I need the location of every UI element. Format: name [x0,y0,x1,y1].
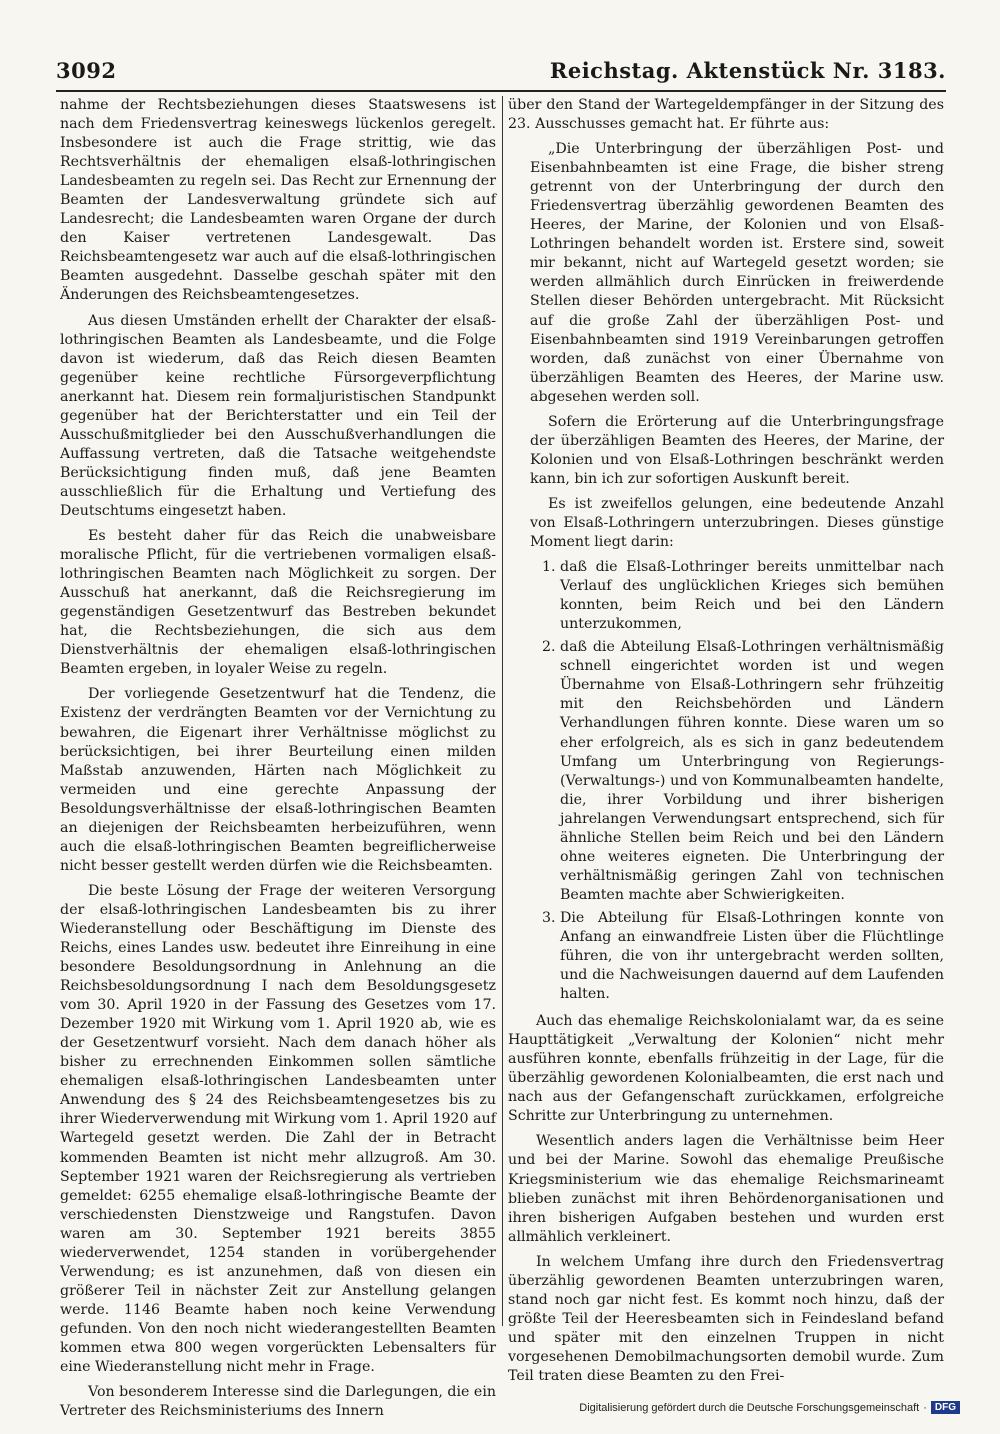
paragraph: In welchem Umfang ihre durch den Friedensvertrag überzählig gewordenen Beamten unterzubringen waren, stand noch gar nicht fest. Es kommt noch hinzu, daß der größte Teil der Heeresbeamten sich in Feindesland befand und später mit den einzelnen Truppen in nicht vorgesehenen Demobilmachungsorten demobil wurde. Zum Teil traten diese Beamten zu den Frei- [508,1253,944,1384]
quote-paragraph: Sofern die Erörterung auf die Unterbringungsfrage der überzähligen Beamten des Heeres, der Marine, der Kolonien und von Elsaß-Lothringen beschränkt werden kann, bin ich zur sofortigen Auskunft bereit. [530,413,944,487]
list-item: 1. daß die Elsaß-Lothringer bereits unmittelbar nach Verlauf des unglücklichen Krieges sich bemühen konnten, beim Reich und bei den Ländern unterzukommen, [560,558,944,634]
right-column [508,96,944,1384]
left-column [60,96,496,1420]
running-title: Reichstag. Aktenstück Nr. 3183. [549,58,946,83]
numbered-list [508,558,944,1004]
paragraph: Es besteht daher für das Reich die unabweisbare moralische Pflicht, für die vertriebenen vormaligen elsaß-lothringischen Beamten nach Möglichkeit zu sorgen. Der Ausschuß hat anerkannt, daß die Reichsregierung im gegenständigen Gesetzentwurf das Bestreben bekundet hat, die Rechtsbeziehungen, die sich aus dem Dienstverhältnis der ehemaligen elsaß-lothringischen Beamten ergeben, in loyaler Weise zu regeln. [60,528,496,678]
column-divider [502,96,503,1326]
dfg-logo: DFG [931,1401,960,1414]
paragraph: über den Stand der Wartegeldempfänger in der Sitzung des 23. Ausschusses gemacht hat. Er führte aus: [508,97,944,133]
paragraph: Die beste Lösung der Frage der weiteren Versorgung der elsaß-lothringischen Landesbeamten bis zu ihrer Wiederanstellung oder Beschäftigung im Dienste des Reichs, eines Landes usw. bedeutet ihre Einreihung in eine besondere Besoldungsordnung in Anlehnung an die Reichsbesoldungsordnung I nach dem Besoldungsgesetz vom 30. April 1920 in der Fassung des Gesetzes vom 17. Dezember 1920 mit Wirkung vom 1. April 1920 ab, wie es der Gesetzentwurf vorsieht. Nach dem danach höher als bisher zu errechnenden Einkommen sollen sämtliche ehemaligen elsaß-lothringischen Landesbeamten unter Anwendung des § 24 des Reichsbeamtengesetzes bis zu ihrer Wiederverwendung mit Wirkung vom 1. April 1920 auf Wartegeld gesetzt werden. Die Zahl der in Betracht kommenden Beamten ist nicht mehr allzugroß. Am 30. September 1921 waren der Reichsregierung als vertrieben gemeldet: 6255 ehemalige elsaß-lothringische Beamte der verschiedensten Dienstzweige und Rangstufen. Davon waren am 30. September 1921 bereits 3855 wiederverwendet, 1254 standen in vorübergehender Verwendung; es ist anzunehmen, daß von diesen ein größerer Teil in nächster Zeit zur Anstellung gelangen werde. 1146 Beamte haben noch keine Verwendung gefunden. Von den noch nicht wiederangestellten Beamten kommen etwa 800 wegen vorgerückten Lebensalters für eine Wiederanstellung nicht mehr in Frage. [60,882,496,1376]
paragraph: Auch das ehemalige Reichskolonialamt war, da es seine Haupttätigkeit „Verwaltung der Kolonien“ nicht mehr ausführen konnte, ebenfalls frühzeitig in der Lage, für die überzählig gewordenen Kolonialbeamten, die erst nach und nach aus der Gefangenschaft zurückkamen, erfolgreiche Schritte zur Unterbringung zu unternehmen. [508,1013,944,1125]
footer-note: Digitalisierung gefördert durch die Deutsche Forschungsgemeinschaft · DFG [579,1401,960,1414]
paragraph: Aus diesen Umständen erhellt der Charakter der elsaß-lothringischen Beamten als Landesbeamte, und die Folge davon ist wiederum, daß das Reich diesen Beamten gegenüber keine rechtliche Fürsorgeverpflichtung anerkannt hat. Diesem rein formaljuristischen Standpunkt gegenüber hat der Berichterstatter und ein Teil der Ausschußmitglieder bei den Ausschußverhandlungen die Auffassung vertreten, daß die Tatsache weitgehendste Berücksichtigung finden muß, daß jene Beamten ausschließlich für die Erhaltung und Vertiefung des Deutschtums eingesetzt haben. [60,312,496,519]
footer-text: Digitalisierung gefördert durch die Deutsche Forschungsgemeinschaft [579,1401,920,1414]
quote-paragraph: „Die Unterbringung der überzähligen Post- und Eisenbahnbeamten ist eine Frage, die bisher streng getrennt von der Unterbringung der durch den Friedensvertrag überzählig gewordenen Beamten des Heeres, der Marine, der Kolonien und von Elsaß-Lothringen behandelt worden ist. Erstere sind, soweit mir bekannt, nicht auf Wartegeld gesetzt worden; sie werden allmählich durch Einrücken in freiwerdende Stellen dieser Behörden untergebracht. Mit Rücksicht auf die große Zahl der überzähligen Post- und Eisenbahnbeamten sind 1919 Vereinbarungen getroffen worden, daß zunächst von einer Übernahme von überzähligen Beamten des Heeres, der Marine usw. abgesehen werden soll. [530,141,944,405]
quote-paragraph: Es ist zweifellos gelungen, eine bedeutende Anzahl von Elsaß-Lothringern unterzubringen. Dieses günstige Moment liegt darin: [530,495,944,551]
list-item: 2. daß die Abteilung Elsaß-Lothringen verhältnismäßig schnell eingerichtet worden ist und wegen Übernahme von Elsaß-Lothringern sehr frühzeitig mit den Reichsbehörden und Ländern Verhandlungen führen konnte. Diese waren um so eher erfolgreich, als es sich in ganz bedeutendem Umfang um Unterbringung von Regierungs- (Verwaltungs-) und von Kommunalbeamten handelte, die, ihrer Vorbildung und ihrer bisherigen jahrelangen Verwendungsart entsprechend, sich für ähnliche Stellen beim Reich und bei den Ländern ohne weiteres eigneten. Die Unterbringung der verhältnismäßig geringen Zahl von technischen Beamten machte aber Schwierigkeiten. [560,638,944,905]
paragraph: Von besonderem Interesse sind die Darlegungen, die ein Vertreter des Reichsministeriums des Innern [60,1384,496,1420]
page-number: 3092 [56,58,117,83]
header-rule [56,90,946,92]
page-header [56,58,946,84]
paragraph: Der vorliegende Gesetzentwurf hat die Tendenz, die Existenz der verdrängten Beamten vor der Vernichtung zu bewahren, die Eigenart ihrer Verhältnisse möglichst zu berücksichtigen, bei ihrer Beurteilung einen milden Maßstab anzuwenden, Härten nach Möglichkeit zu vermeiden und eine gerechte Anpassung der Besoldungsverhältnisse der elsaß-lothringischen Beamten an diejenigen der Reichsbeamten herbeizuführen, wenn auch die elsaß-lothringischen Beamten begreiflicherweise nicht besser gestellt werden dürfen wie die Reichsbeamten. [60,686,496,874]
list-item: 3. Die Abteilung für Elsaß-Lothringen konnte von Anfang an einwandfreie Listen über die Flüchtlinge führen, die von ihr untergebracht werden sollten, und die Nachweisungen dauernd auf dem Laufenden halten. [560,909,944,1004]
paragraph: Wesentlich anders lagen die Verhältnisse beim Heer und bei der Marine. Sowohl das ehemalige Preußische Kriegsministerium wie das ehemalige Reichsmarineamt blieben zunächst mit ihren Behördenorganisationen und ihren bisherigen Aufgaben bestehen und wurden erst allmählich verkleinert. [508,1133,944,1245]
paragraph: nahme der Rechtsbeziehungen dieses Staatswesens ist nach dem Friedensvertrag keineswegs lückenlos geregelt. Insbesondere ist auch die Frage strittig, wie das Rechtsverhältnis der ehemaligen elsaß-lothringischen Landesbeamten zu regeln sei. Das Recht zur Ernennung der Beamten der Landesverwaltung gründete sich auf Landesrecht; die Landesbeamten waren Organe der durch den Kaiser vertretenen Landesgewalt. Das Reichsbeamtengesetz war auch auf die elsaß-lothringischen Beamten ausgedehnt. Dasselbe geschah später mit den Änderungen des Reichsbeamtengesetzes. [60,97,496,304]
